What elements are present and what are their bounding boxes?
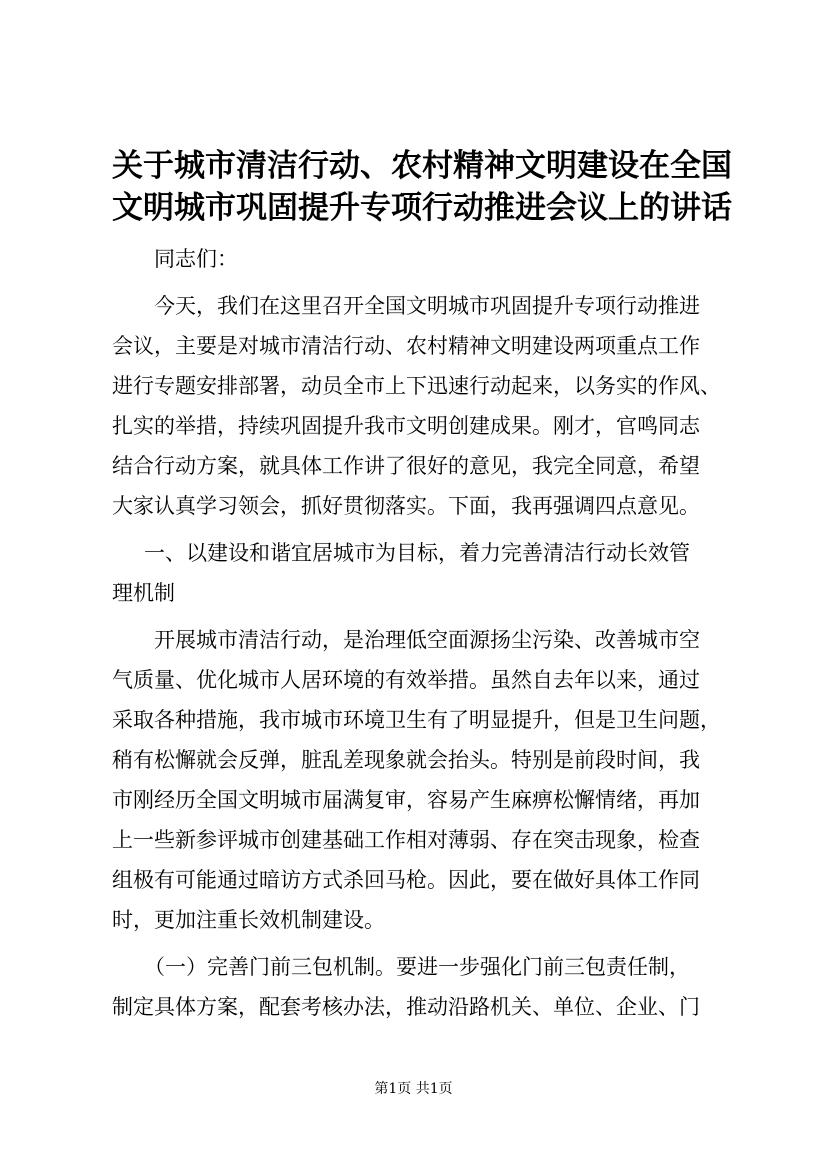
paragraph-line: 今天，我们在这里召开全国文明城市巩固提升专项行动推进 xyxy=(154,294,700,318)
paragraph-line: 组极有可能通过暗访方式杀回马枪。因此，要在做好具体工作同 xyxy=(112,868,700,892)
paragraph-line: 气质量、优化城市人居环境的有效举措。虽然自去年以来，通过 xyxy=(112,668,700,692)
section-heading-1 xyxy=(112,533,732,613)
paragraph-line: 结合行动方案，就具体工作讲了很好的意见，我完全同意，希望 xyxy=(112,454,700,478)
page-footer: 第1页 共1页 xyxy=(374,1081,453,1097)
section-heading-line: 一、以建设和谐宜居城市为目标，着力完善清洁行动长效管 xyxy=(144,541,690,565)
paragraph-opening xyxy=(112,286,732,526)
paragraph-line: 进行专题安排部署，动员全市上下迅速行动起来，以务实的作风、 xyxy=(112,374,721,398)
paragraph-line: 制定具体方案，配套考核办法，推动沿路机关、单位、企业、门 xyxy=(112,995,700,1019)
paragraph-subsection-1 xyxy=(112,947,732,1027)
salutation: 同志们： xyxy=(154,247,238,271)
paragraph-line: 上一些新参评城市创建基础工作相对薄弱、存在突击现象，检查 xyxy=(112,828,700,852)
paragraph-line: 时，更加注重长效机制建设。 xyxy=(112,908,385,932)
paragraph-line: 开展城市清洁行动，是治理低空面源扬尘污染、改善城市空 xyxy=(154,628,700,652)
paragraph-line: 市刚经历全国文明城市届满复审，容易产生麻痹松懈情绪，再加 xyxy=(112,788,700,812)
paragraph-line: 会议，主要是对城市清洁行动、农村精神文明建设两项重点工作 xyxy=(112,334,700,358)
document-title xyxy=(112,145,752,229)
section-heading-line: 理机制 xyxy=(112,581,175,605)
title-line: 关于城市清洁行动、农村精神文明建设在全国 xyxy=(112,148,732,184)
paragraph-line: 扎实的举措，持续巩固提升我市文明创建成果。刚才，官鸣同志 xyxy=(112,414,700,438)
paragraph-line: 大家认真学习领会，抓好贯彻落实。下面，我再强调四点意见。 xyxy=(112,494,700,518)
paragraph-section-1 xyxy=(112,620,732,940)
paragraph-line: （一）完善门前三包机制。要进一步强化门前三包责任制， xyxy=(144,955,690,979)
document-body xyxy=(112,239,732,1027)
paragraph-line: 采取各种措施，我市城市环境卫生有了明显提升，但是卫生问题， xyxy=(112,708,721,732)
paragraph-line: 稍有松懈就会反弹，脏乱差现象就会抬头。特别是前段时间，我 xyxy=(112,748,700,772)
title-line: 文明城市巩固提升专项行动推进会议上的讲话 xyxy=(112,190,732,226)
